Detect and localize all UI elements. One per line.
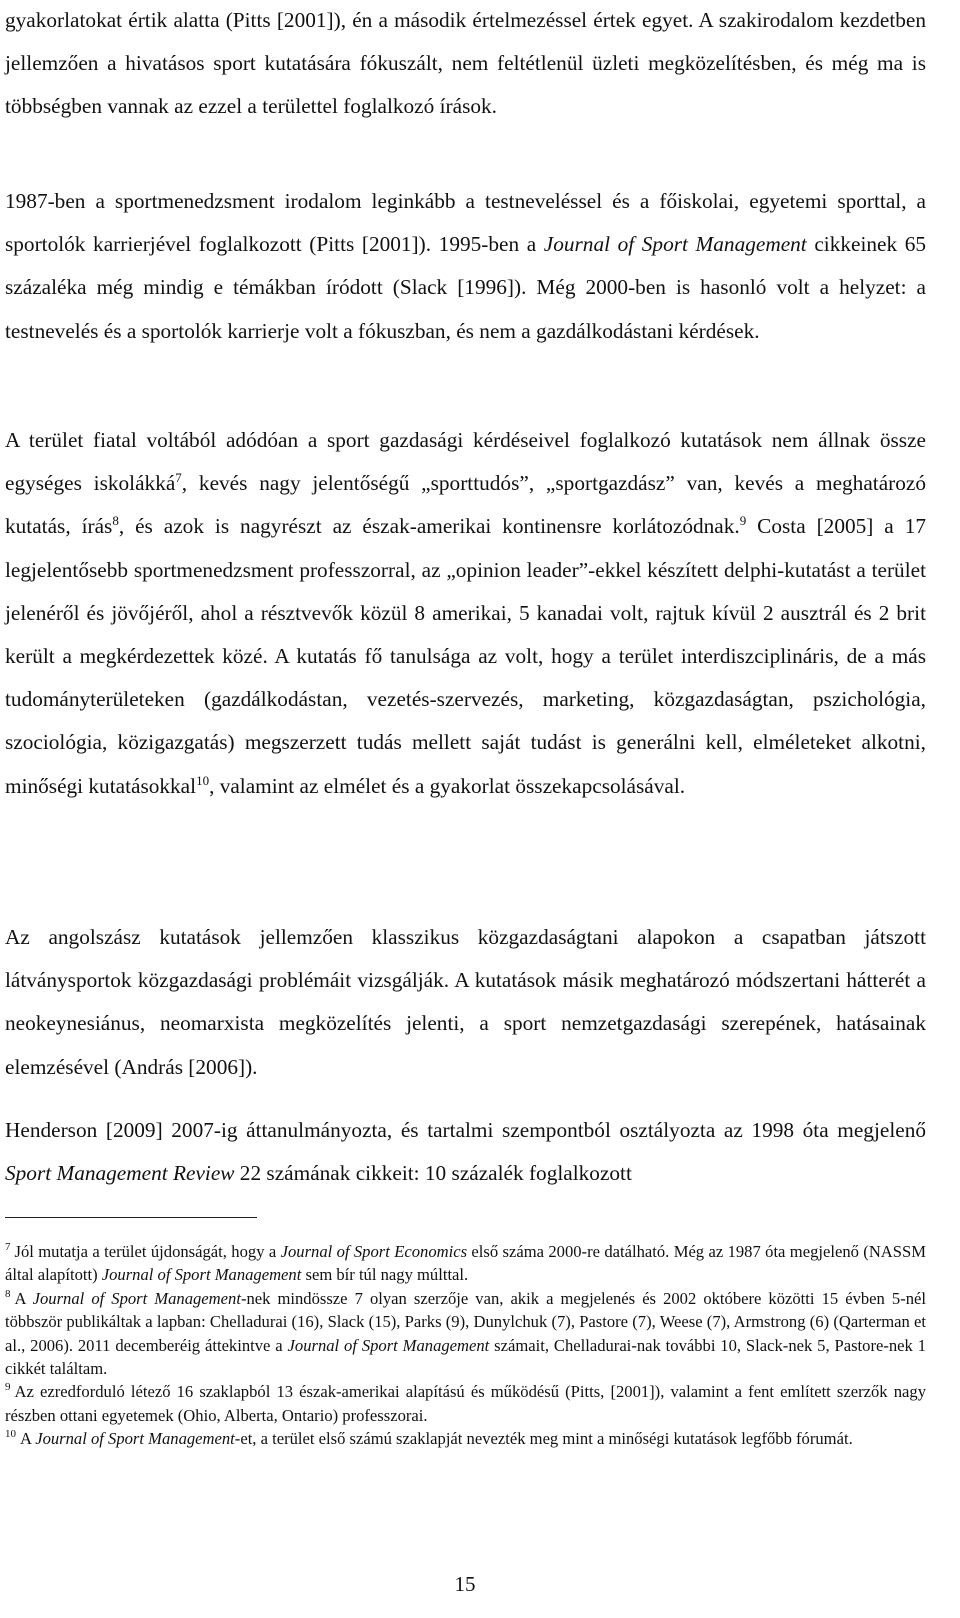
paragraph-4 bbox=[5, 916, 926, 1089]
footnote-number: 9 bbox=[5, 1381, 11, 1394]
journal-title: Journal of Sport Management bbox=[32, 1288, 241, 1308]
footnote-8 bbox=[5, 1287, 926, 1381]
paragraph-text: 1987-ben a sportmenedzsment irodalom leginkább a testneveléssel és a főiskolai, egyetemi sporttal, a sportolók karrierjével foglalkozott (Pitts [2001]). 1995-ben a bbox=[5, 189, 926, 257]
paragraph-3 bbox=[5, 419, 926, 808]
footnotes bbox=[5, 1240, 926, 1451]
footnote-text: A bbox=[20, 1429, 36, 1449]
paragraph-text: 22 számának cikkeit: 10 százalék foglalkozott bbox=[234, 1161, 632, 1186]
footnote-text: sem bír túl nagy múlttal. bbox=[301, 1265, 469, 1285]
footnote-10 bbox=[5, 1427, 926, 1450]
footnote-ref-8[interactable]: 8 bbox=[112, 513, 119, 529]
footnote-text: első száma 2000-re datálható. Még az 1987 óta megjelenő (NASSM által alapított) bbox=[5, 1242, 926, 1285]
footnote-ref-9[interactable]: 9 bbox=[739, 513, 747, 529]
footnote-number: 7 bbox=[5, 1241, 11, 1253]
footnote-text: Jól mutatja a terület újdonságát, hogy a bbox=[14, 1242, 281, 1261]
paragraph-1 bbox=[5, 0, 926, 129]
journal-title: Sport Management Review bbox=[5, 1161, 235, 1186]
footnote-ref-7[interactable]: 7 bbox=[175, 470, 182, 486]
paragraph-text: , valamint az elmélet és a gyakorlat összekapcsolásával. bbox=[209, 773, 686, 798]
paragraph-2 bbox=[5, 180, 926, 353]
journal-title: Journal of Sport Management bbox=[35, 1429, 235, 1449]
paragraph-text: gyakorlatokat értik alatta (Pitts [2001]), én a második értelmezéssel értek egyet. A szakirodalom kezdetben jellemzően a hivatásos sport kutatására fókuszált, nem feltétlenül üzleti megközelítésben, és még ma is többségben vannak az ezzel a területtel foglalkozó írások. bbox=[5, 8, 926, 119]
paragraph-text: Henderson [2009] 2007-ig áttanulmányozta, és tartalmi szempontból osztályozta az 1998 óta megjelenő bbox=[5, 1118, 926, 1142]
paragraph-text: A terület fiatal voltából adódóan a sport gazdasági kérdéseivel foglalkozó kutatások nem állnak össze egységes iskolákká bbox=[5, 428, 926, 496]
paragraph-text: , és azok is nagyrészt az észak-amerikai kontinensre korlátozódnak. bbox=[118, 514, 740, 539]
footnote-number: 10 bbox=[5, 1428, 16, 1441]
footnote-number: 8 bbox=[5, 1287, 11, 1300]
journal-title: Journal of Sport Economics bbox=[280, 1242, 468, 1261]
paragraph-text: Costa [2005] a 17 legjelentősebb sportmenedzsment professzorral, az „opinion leader”-ekkel készített delphi-kutatást a terület jelenéről és jövőjéről, ahol a résztvevők közül 8 amerikai, 5 kanadai volt, rajtuk kívül 2 ausztrál és 2 brit került a megkérdezettek közé. A kutatás fő tanulsága az volt, hogy a terület interdiszciplináris, de a más tudományterületeken (gazdálkodástan, vezetés-szervezés, marketing, közgazdaságtan, pszichológia, szociológia, közigazgatás) megszerzett tudás mellett saját tudást is generálni kell, elméleteket alkotni, minőségi kutatásokkal bbox=[5, 514, 926, 798]
paragraph-text: Az angolszász kutatások jellemzően klasszikus közgazdaságtani alapokon a csapatban játszott látványsportok közgazdasági problémáit vizsgálják. A kutatások másik meghatározó módszertani hátterét a neokeynesiánus, neomarxista megközelítés jelenti, a sport nemzetgazdasági szerepének, hatásainak elemzésével (András [2006]). bbox=[5, 925, 926, 1079]
page-number: 15 bbox=[454, 1572, 476, 1596]
footnote-text: -nek mindössze 7 olyan szerzője van, akik a megjelenés és 2002 októbere közötti 15 évben 5-nél többször publikáltak a lapban: Chelladurai (16), Slack (15), Parks (9), Dunylchuk (7), Pastore (7), Weese (7), Armstrong (6) (Qarterman et al., 2006). 2011 decemberéig áttekintve a bbox=[5, 1288, 927, 1355]
footnote-9 bbox=[5, 1380, 926, 1427]
footnote-divider bbox=[5, 1217, 257, 1218]
footnote-text: -et, a terület első számú szaklapját nevezték meg mint a minőségi kutatások legfőbb fórumát. bbox=[234, 1429, 853, 1449]
footnote-7 bbox=[5, 1240, 926, 1287]
journal-title: Journal of Sport Management bbox=[287, 1335, 490, 1355]
paragraph-text: cikkeinek 65 százaléka még mindig e témákban íródott (Slack [1996]). Még 2000-ben is hasonló volt a helyzet: a testnevelés és a sportolók karrierje volt a fókuszban, és nem a gazdálkodástani kérdések. bbox=[5, 232, 927, 343]
journal-title: Journal of Sport Management bbox=[101, 1265, 302, 1285]
journal-title: Journal of Sport Management bbox=[543, 232, 807, 257]
footnote-text: számait, Chelladurai-nak további 10, Slack-nek 5, Pastore-nek 1 cikkét találtam. bbox=[5, 1335, 926, 1379]
paragraph-text: , kevés nagy jelentőségű „sporttudós”, „sportgazdász” van, kevés a meghatározó kutatás, írás bbox=[5, 471, 926, 539]
footnote-ref-10[interactable]: 10 bbox=[196, 772, 210, 788]
footnote-text: Az ezredforduló létező 16 szaklapból 13 észak-amerikai alapítású és működésű (Pitts, [2001]), valamint a fent említett szerzők nagy részben ottani egyetemek (Ohio, Alberta, Ontario) professzorai. bbox=[5, 1382, 926, 1425]
paragraph-5 bbox=[5, 1109, 926, 1195]
footnote-text: A bbox=[14, 1288, 33, 1308]
